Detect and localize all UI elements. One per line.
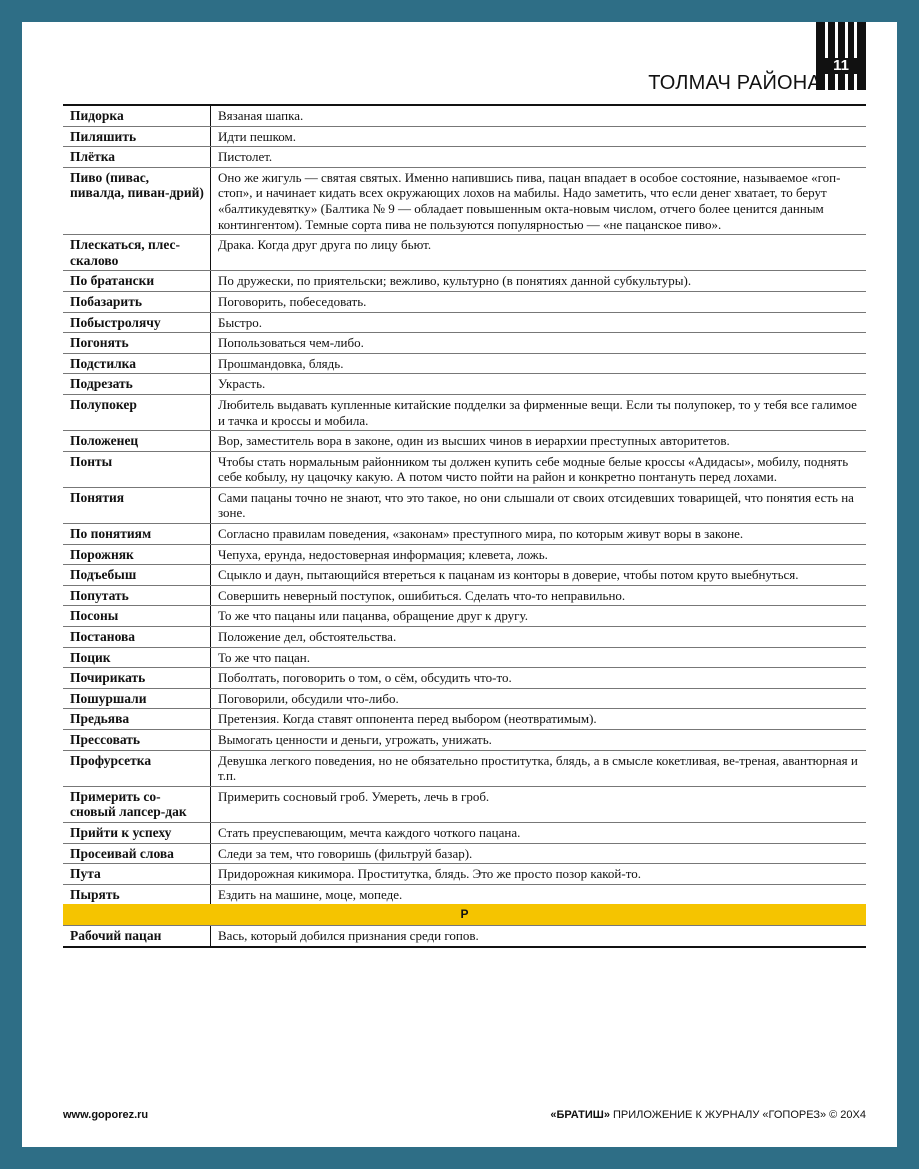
letter-header: Р [63,904,866,926]
table-row [63,648,866,669]
term-cell: Плётка [63,147,211,167]
page-number-tab [816,22,866,90]
table-row [63,127,866,148]
table-row [63,168,866,235]
footer-credit-text: ПРИЛОЖЕНИЕ К ЖУРНАЛУ «ГОПОРЕЗ» © 20Х4 [609,1109,866,1121]
table-row [63,730,866,751]
table-row [63,627,866,648]
definition-cell: Вязаная шапка. [218,108,304,123]
definition-cell: Следи за тем, что говоришь (фильтруй базар). [218,845,473,861]
term-cell: Поцик [63,648,211,668]
table-row [63,787,866,823]
table-row [63,313,866,334]
table-row [63,565,866,586]
definition-cell: Поговорить, побеседовать. [218,293,367,309]
term-cell: Рабочий пацан [63,926,211,946]
table-row [63,106,866,127]
definition-cell: Драка. Когда друг друга по лицу бьют. [218,237,432,253]
table-row [63,926,866,946]
section-title: ТОЛМАЧ РАЙОНА [648,72,821,94]
term-cell: Просеивай слова [63,844,211,864]
term-cell: Понты [63,452,211,487]
definition-cell: Претензия. Когда ставят оппонента перед выбором (неотвратимым). [218,711,597,727]
term-cell: Полупокер [63,395,211,430]
definition-cell: Пистолет. [218,149,273,165]
term-cell: Плескаться, плес-скалово [63,235,211,270]
definition-cell: По дружески, по приятельски; вежливо, культурно (в понятиях данной субкультуры). [218,273,692,289]
term-cell: Подрезать [63,374,211,394]
footer-credit [550,1109,866,1121]
table-row [63,524,866,545]
table-row [63,689,866,710]
table-row [63,271,866,292]
page-number: 11 [816,58,866,74]
definition-cell: Чтобы стать нормальным районником ты должен купить себе модные белые кроссы «Адидасы», мобилу, поднять себе кобылу, ну цацочку какую. А потом чисто пойти на район и конкретно понтануть перед лохами. [218,453,849,485]
definition-cell: Чепуха, ерунда, недостоверная информация; клевета, ложь. [218,546,548,562]
definition-cell: Положение дел, обстоятельства. [218,629,397,645]
term-cell: Пошуршали [63,689,211,709]
table-row [63,709,866,730]
term-cell: По понятиям [63,524,211,544]
table-row [63,431,866,452]
term-cell: Пиво (пивас, пивалда, пиван-дрий) [63,168,211,234]
term-cell: Прессовать [63,730,211,750]
term-cell: Посоны [63,606,211,626]
table-row [63,374,866,395]
footer-website: www.goporez.ru [63,1109,149,1121]
table-row [63,452,866,488]
table-row [63,395,866,431]
table-row [63,235,866,271]
definition-cell: Любитель выдавать купленные китайские подделки за фирменные вещи. Если ты полупокер, то у тебя все галимое и тачка и кроссы и мобила. [218,396,857,428]
definition-cell: То же что пацаны или пацанва, обращение друг к другу. [218,608,528,624]
definition-cell: Девушка легкого поведения, но не обязательно проститутка, блядь, а в смысле кокетливая, ве-треная, авантюрная и т.п. [218,752,858,784]
definition-cell: Примерить сосновый гроб. Умереть, лечь в гроб. [218,788,490,804]
term-cell: Предьява [63,709,211,729]
table-row [63,864,866,885]
definition-cell: Совершить неверный поступок, ошибиться. Сделать что-то неправильно. [218,587,626,603]
table-row [63,823,866,844]
definition-cell: Придорожная кикимора. Проститутка, блядь. Это же просто позор какой-то. [218,866,641,882]
term-cell: Пидорка [63,106,211,126]
term-cell: Постанова [63,627,211,647]
definition-cell: Сами пацаны точно не знают, что это такое, но они слышали от своих отсидевших товарищей, что понятия есть на зоне. [218,489,854,521]
table-row [63,545,866,566]
definition-cell: Вор, заместитель вора в законе, один из высших чинов в иерархии преступных авторитетов. [218,433,730,449]
glossary-rows-p [63,106,866,904]
definition-cell: Поговорили, обсудили что-либо. [218,690,399,706]
definition-cell: То же что пацан. [218,649,311,665]
definition-cell: Быстро. [218,314,263,330]
term-cell: Побазарить [63,292,211,312]
definition-cell: Поболтать, поговорить о том, о сём, обсудить что-то. [218,670,512,686]
term-cell: Побыстролячу [63,313,211,333]
footer-brand: «БРАТИШ» [550,1109,610,1121]
term-cell: Понятия [63,488,211,523]
term-cell: Погонять [63,333,211,353]
definition-cell: Украсть. [218,376,266,392]
term-cell: Прийти к успеху [63,823,211,843]
table-row [63,606,866,627]
term-cell: Подстилка [63,354,211,374]
page [22,22,897,1147]
term-cell: Попутать [63,586,211,606]
definition-cell: Попользоваться чем-либо. [218,335,364,351]
term-cell: Почирикать [63,668,211,688]
table-row [63,292,866,313]
term-cell: Порожняк [63,545,211,565]
table-row [63,586,866,607]
table-row [63,885,866,905]
table-row [63,147,866,168]
definition-cell: Стать преуспевающим, мечта каждого чоткого пацана. [218,824,521,840]
glossary-rows-r [63,926,866,946]
definition-cell: Согласно правилам поведения, «законам» преступного мира, по которым живут воры в законе. [218,526,744,542]
term-cell: Примерить со-сновый лапсер-дак [63,787,211,822]
term-cell: Пута [63,864,211,884]
definition-cell: Ездить на машине, моце, мопеде. [218,886,403,902]
table-row [63,751,866,787]
term-cell: Пырять [63,885,211,905]
table-row [63,668,866,689]
definition-cell: Идти пешком. [218,128,297,144]
definition-cell: Сцыкло и даун, пытающийся втереться к пацанам из конторы в доверие, чтобы потом круто выебнуться. [218,567,799,583]
definition-cell: Вымогать ценности и деньги, угрожать, унижать. [218,732,492,747]
table-row [63,844,866,865]
table-row [63,488,866,524]
term-cell: По братански [63,271,211,291]
definition-cell: Прошмандовка, блядь. [218,355,344,371]
term-cell: Подъебыш [63,565,211,585]
table-row [63,354,866,375]
definition-cell: Вась, который добился признания среди гопов. [218,928,479,944]
definition-cell: Оно же жигуль — святая святых. Именно напившись пива, пацан впадает в особое состояние, называемое «гоп-стоп», и начинает кидать всех окружающих лохов на мабилы. Надо заметить, что если денег хватает, то берут «балтикудевятку» (Балтика № 9 — обладает повышенным окта-новым числом, отчего более ценится данным контингентом). Темные сорта пива не пользуются популярностью — «не пацанское пиво». [218,169,841,232]
table-row [63,333,866,354]
term-cell: Профурсетка [63,751,211,786]
term-cell: Положенец [63,431,211,451]
term-cell: Пиляшить [63,127,211,147]
glossary-table [63,104,866,948]
